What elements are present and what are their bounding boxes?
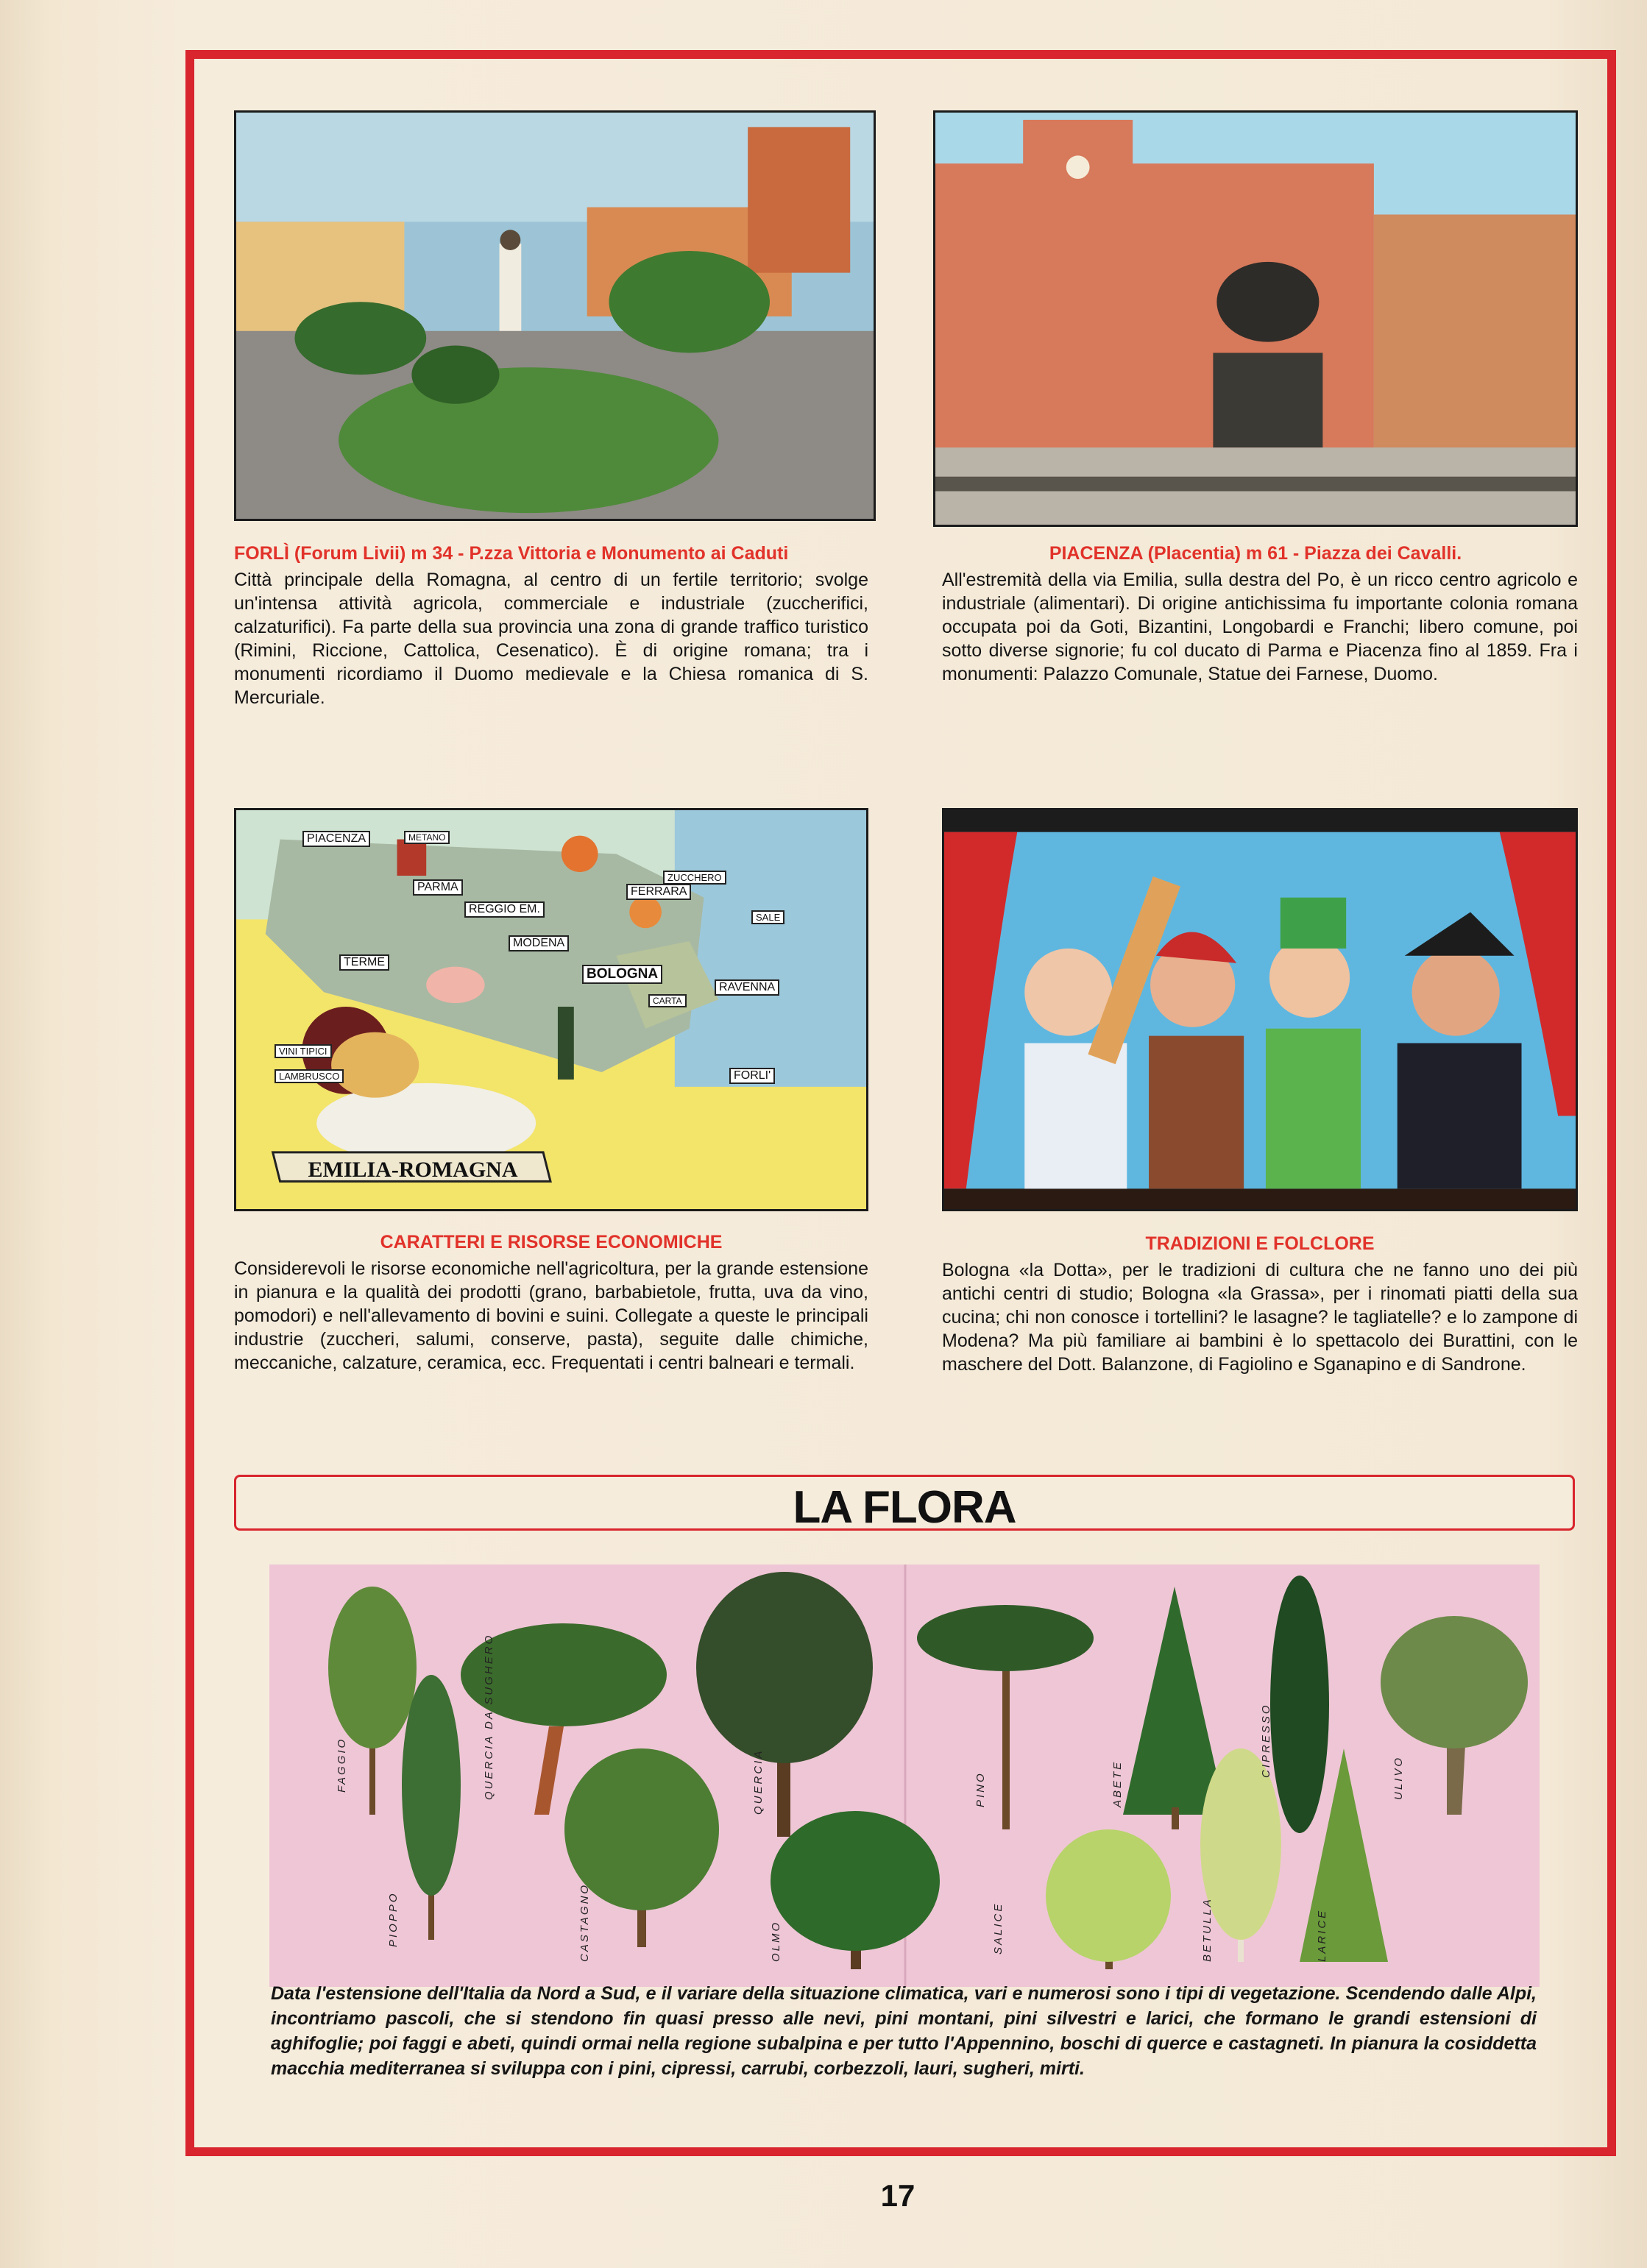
tree-label-larice: LARICE [1316, 1908, 1328, 1962]
map-label-parma: PARMA [413, 879, 463, 896]
tree-label-cipresso: CIPRESSO [1260, 1703, 1272, 1778]
map-label-piacenza: PIACENZA [302, 831, 370, 847]
map-label-lambrusco: LAMBRUSCO [274, 1069, 344, 1083]
forli-text: Città principale della Romagna, al centro di un fertile territorio; svolge un'intensa attività agricola, commerciale e industriale (zuccherifici, calzaturifici). Fa parte della sua provincia una zona di grande traffico turistico (Rimini, Riccione, Cattolica, Cesenatico). È di origine romana; tra i monumenti ricordiamo il Duomo medievale e la Chiesa romanica di S. Mercuriale. [234, 570, 868, 708]
piacenza-title: PIACENZA (Placentia) m 61 - Piazza dei Cavalli. [1049, 543, 1462, 564]
tree-label-olmo: OLMO [770, 1920, 782, 1962]
forli-title: FORLÌ (Forum Livii) m 34 - P.zza Vittoria e Monumento ai Caduti [234, 543, 789, 564]
map-label-reggio: REGGIO EM. [464, 901, 545, 918]
map-label-ferrara: FERRARA [626, 884, 691, 900]
map-label-vini-tipici: VINI TIPICI [274, 1044, 332, 1058]
tree-label-pino: PINO [974, 1771, 987, 1807]
risorse-text: Considerevoli le risorse economiche nell'agricoltura, per la grande estensione in pianura e la qualità dei prodotti (grano, barbabietole, frutta, uva da vino, pomodori) e nell'allevamento di bovini e suini. Collegate a queste le principali industrie (zuccheri, salumi, conserve, pasta), seguite dalle chimiche, meccaniche, calzature, ceramica, ecc. Frequentati i centri balneari e termali. [234, 1258, 868, 1373]
tree-label-quercia: QUERCIA [752, 1748, 765, 1815]
map-label-zucchero: ZUCCHERO [663, 871, 726, 885]
forli-photo [234, 110, 876, 521]
flora-heading: LA FLORA [793, 1482, 1016, 1533]
risorse-title: CARATTERI E RISORSE ECONOMICHE [380, 1232, 723, 1252]
tree-label-pioppo: PIOPPO [387, 1891, 400, 1947]
flora-illustration [269, 1564, 1540, 1987]
page-number: 17 [880, 2178, 915, 2213]
map-label-ravenna: RAVENNA [715, 979, 779, 996]
tree-label-ulivo: ULIVO [1392, 1755, 1405, 1800]
emilia-romagna-map [234, 808, 868, 1211]
tree-label-quercia-da-sughero: QUERCIA DA SUGHERO [483, 1633, 495, 1800]
flora-heading-box [234, 1475, 1575, 1531]
tree-label-abete: ABETE [1111, 1760, 1124, 1807]
tradizioni-title: TRADIZIONI E FOLCLORE [1145, 1233, 1375, 1254]
map-label-forli: FORLI' [729, 1068, 775, 1084]
burattini-photo [942, 808, 1578, 1211]
tree-label-betulla: BETULLA [1201, 1897, 1214, 1962]
map-label-carta: CARTA [648, 994, 687, 1007]
map-label-bologna: BOLOGNA [582, 965, 662, 984]
map-label-terme: TERME [339, 954, 389, 971]
piacenza-photo [933, 110, 1578, 527]
tradizioni-text: Bologna «la Dotta», per le tradizioni di cultura che ne fanno uno dei più antichi centri di studio; Bologna «la Grassa», per i rinomati piatti della sua cucina; chi non conosce i tortellini? le lasagne? le tagliatelle? e lo zampone di Modena? Ma più familiare ai bambini è lo spettacolo dei Burattini, con le maschere del Dott. Balanzone, di Fagiolino e Sganapino e di Sandrone. [942, 1260, 1578, 1375]
piacenza-text: All'estremità della via Emilia, sulla destra del Po, è un ricco centro agricolo e industriale (alimentari). Di origine antichissima fu importante colonia romana occupata poi da Goti, Bizantini, Longobardi e Franchi; libero comune, poi sotto diverse signorie; fu col ducato di Parma e Piacenza fino al 1859. Fra i monumenti: Palazzo Comunale, Statue dei Farnese, Duomo. [942, 570, 1578, 684]
flora-text: Data l'estensione dell'Italia da Nord a Sud, e il variare della situazione climatica, vari e numerosi sono i tipi di vegetazione. Scendendo dalle Alpi, incontriamo pascoli, che si stendono fin quasi presso alle nevi, pini montani, pini silvestri e larici, che formano le grandi estensioni di aghifoglie; poi faggi e abeti, quindi ormai nella regione subalpina e per tutto l'Appennino, boschi di querce e castagneti. In pianura la cosiddetta macchia mediterranea si sviluppa con i pini, cipressi, carrubi, corbezzoli, lauri, sugheri, mirti. [271, 1983, 1537, 2079]
map-label-metano: METANO [404, 831, 450, 844]
tree-label-castagno: CASTAGNO [578, 1882, 591, 1962]
tree-label-faggio: FAGGIO [336, 1737, 348, 1793]
map-banner: EMILIA-ROMAGNA [308, 1158, 518, 1182]
map-label-sale: SALE [751, 910, 784, 924]
tree-label-salice: SALICE [992, 1902, 1005, 1955]
map-label-modena: MODENA [509, 935, 569, 952]
